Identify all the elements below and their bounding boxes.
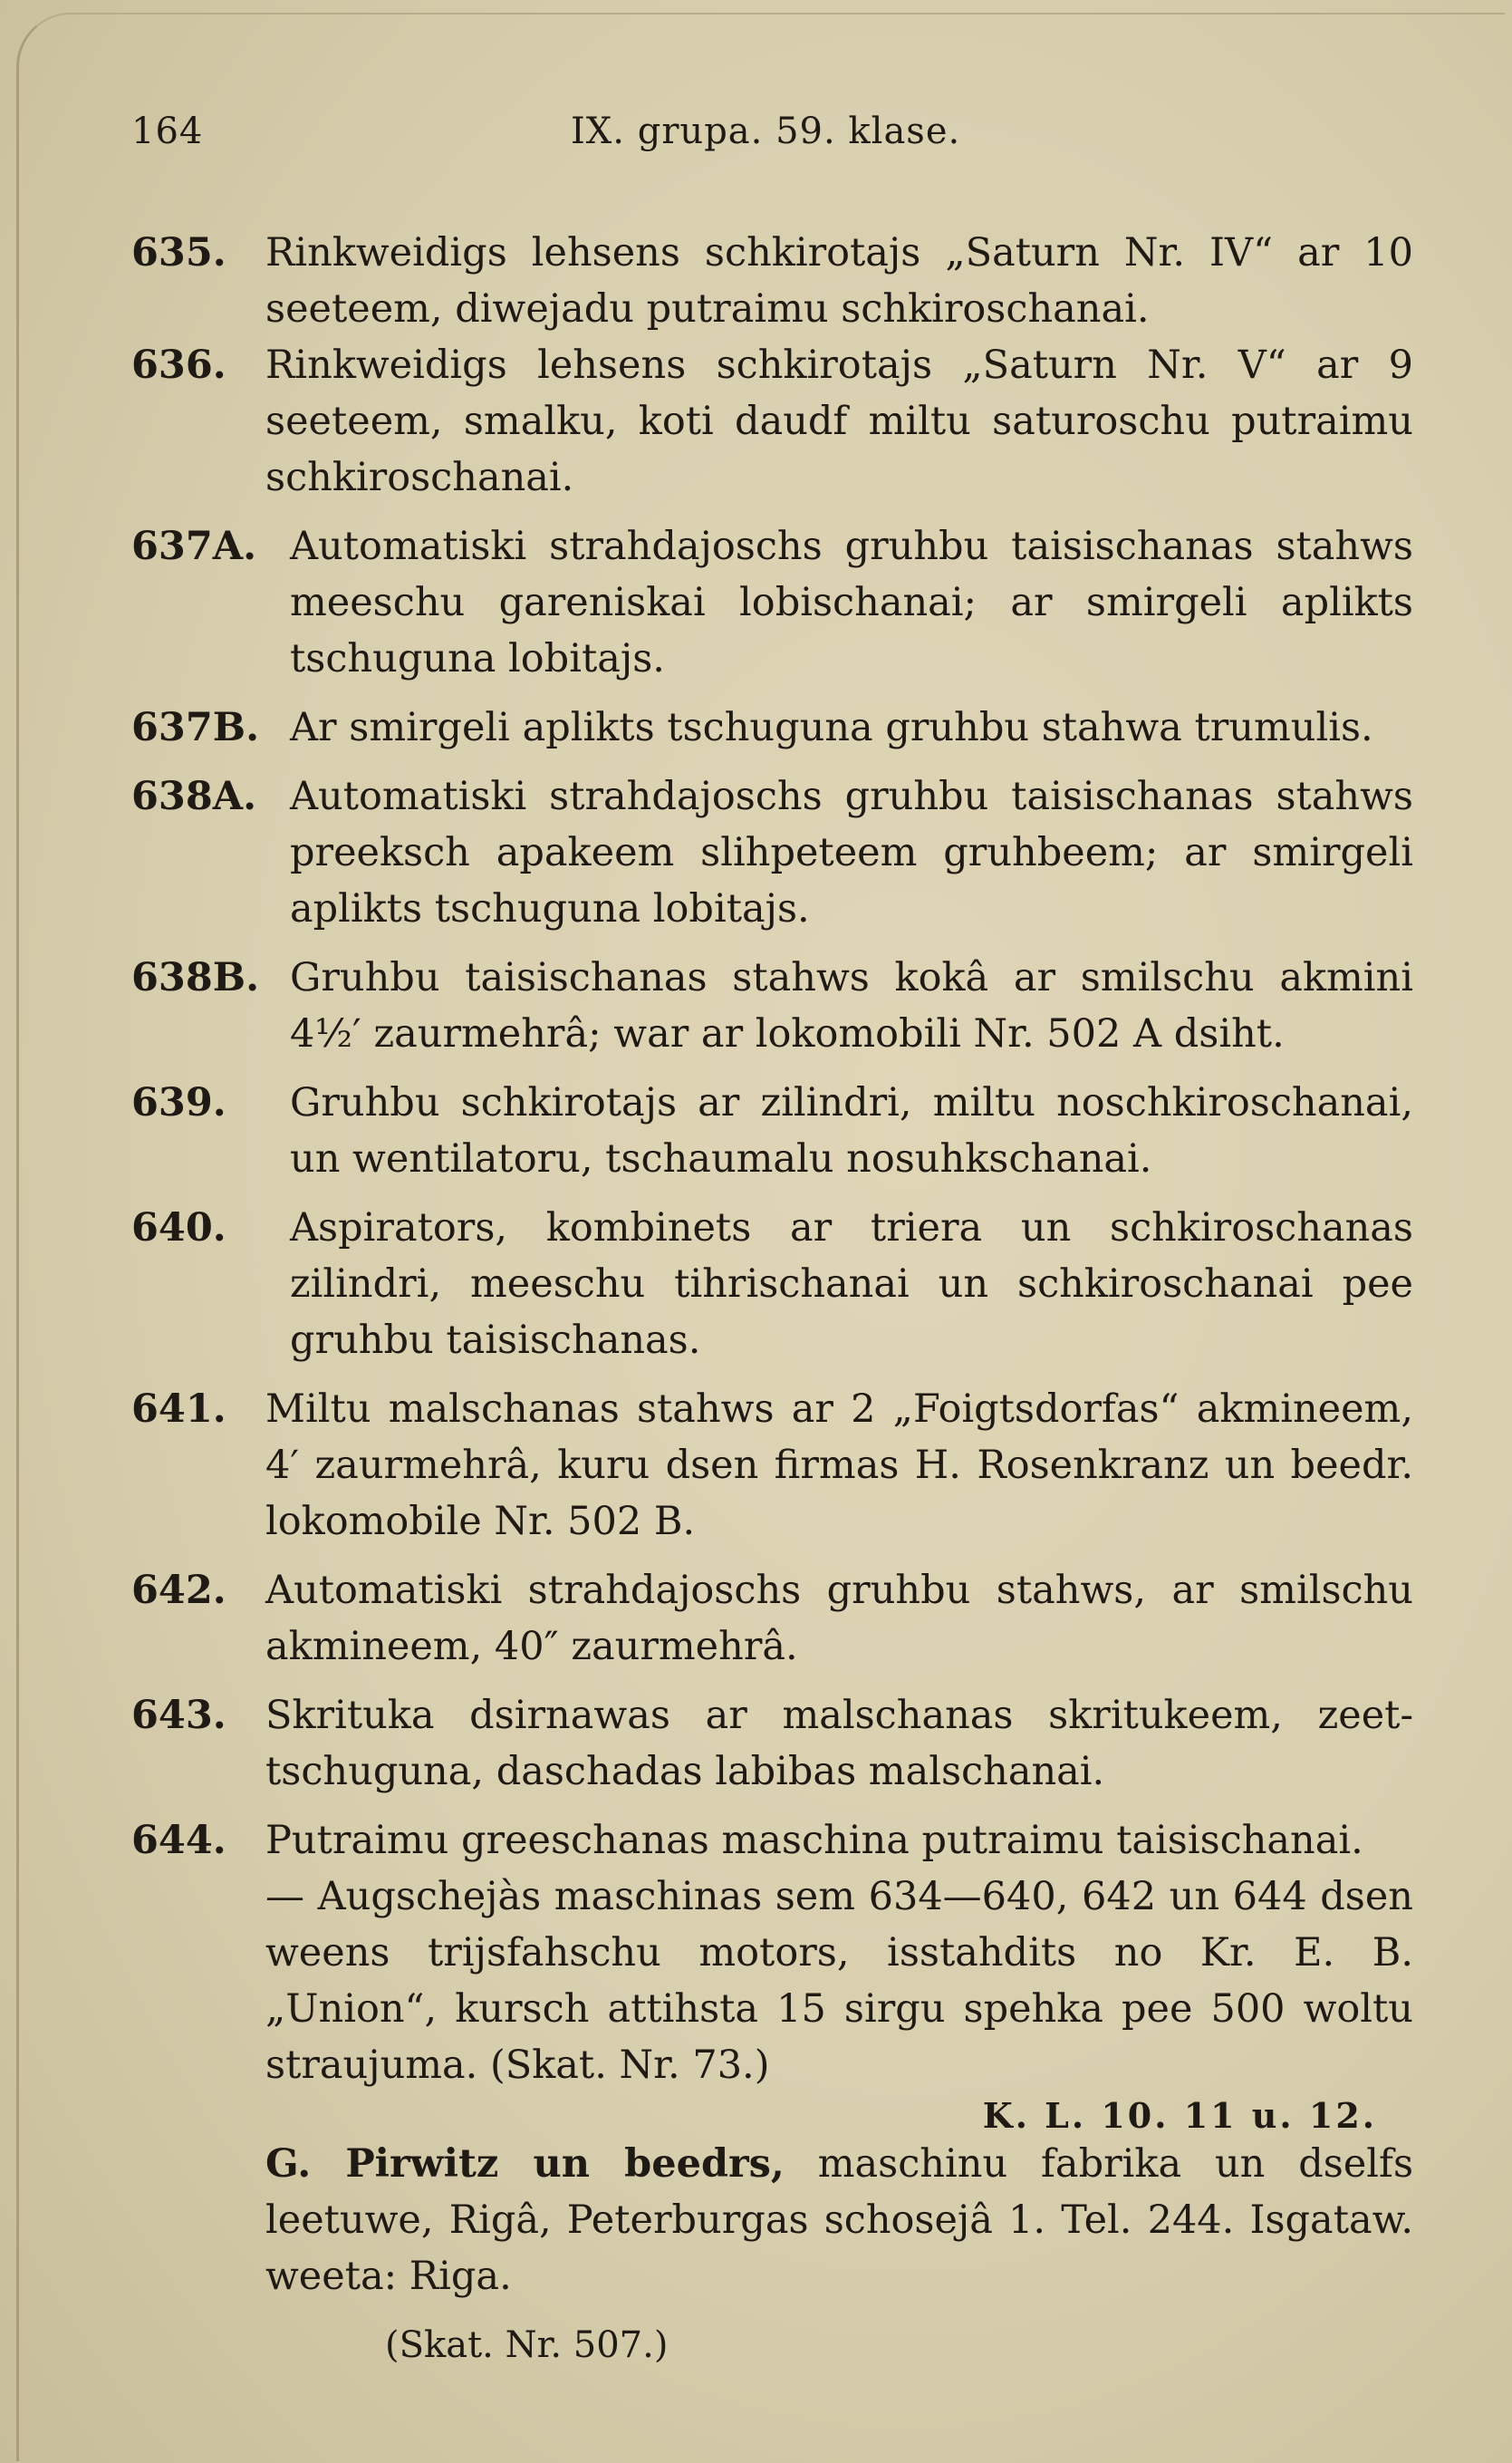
entry-number: 642. xyxy=(131,1568,226,1613)
entry-list xyxy=(131,225,1413,2373)
list-item xyxy=(131,700,1413,756)
entry-text: Ar smirgeli aplikts tschuguna gruhbu stahwa trumulis. xyxy=(290,705,1373,750)
page-header xyxy=(131,111,1400,165)
entry-text: Aspirators, kombinets ar triera un schkiroschanas zilindri, meeschu tihrischanai un schkiroschanai pee gruhbu taisischanas. xyxy=(290,1205,1413,1363)
entry-number: 643. xyxy=(131,1693,226,1738)
list-item xyxy=(131,337,1413,506)
entry-number: 640. xyxy=(131,1205,226,1251)
entry-number: 641. xyxy=(131,1386,226,1432)
list-item xyxy=(131,1200,1413,1368)
entry-number: 635. xyxy=(131,230,226,275)
entry-text: Gruhbu taisischanas stahws kokâ ar smilschu akmini 4½′ zaurmehrâ; war ar lokomobili Nr. 502 A dsiht. xyxy=(290,955,1413,1057)
list-item xyxy=(131,1075,1413,1187)
entry-number: 638B. xyxy=(131,955,260,1000)
list-item xyxy=(131,950,1413,1062)
entry-number: 644. xyxy=(131,1818,226,1863)
entry-text: Rinkweidigs lehsens schkirotajs „Saturn Nr. V“ ar 9 seeteem, smalku, koti daudf miltu saturoschu putraimu schkiroschanai. xyxy=(265,343,1413,500)
entry-number: 639. xyxy=(131,1080,226,1125)
list-item xyxy=(131,1562,1413,1675)
entry-text: Automatiski strahdajoschs gruhbu taisischanas stahws meeschu gareniskai lobischanai; ar smirgeli aplikts tschuguna lobitajs. xyxy=(290,524,1413,681)
entry-note: — Augschejàs maschinas sem 634—640, 642 un 644 dsen weens trijsfahschu motors, isstahdits no Kr. E. B. „Union“, kursch attihsta 15 sirgu spehka pee 500 woltu straujuma. (Skat. Nr. 73.) xyxy=(265,1874,1413,2088)
running-title: IX. grupa. 59. klase. xyxy=(571,111,961,152)
company-description: maschinu fabrika un dselfs leetuwe, Rigâ, Peterburgas schosejâ 1. Tel. 244. Isgataw. weeta: Riga. xyxy=(265,2141,1414,2299)
list-item xyxy=(131,518,1413,687)
class-reference: K. L. 10. 11 u. 12. xyxy=(982,2095,1377,2136)
entry-text: Putraimu greeschanas maschina putraimu taisischanai. xyxy=(265,1818,1363,1863)
list-item xyxy=(131,768,1413,937)
entry-text: Gruhbu schkirotajs ar zilindri, miltu noschkiroschanai, un wentilatoru, tschaumalu nosuhkschanai. xyxy=(290,1080,1413,1182)
company-name: G. Pirwitz un beedrs, xyxy=(265,2141,785,2187)
list-item xyxy=(131,1812,1413,2093)
entry-text: Automatiski strahdajoschs gruhbu taisischanas stahws preeksch apakeem slihpeteem gruhbeem; ar smirgeli aplikts tschuguna lobitajs. xyxy=(290,774,1413,932)
entry-text: Miltu malschanas stahws ar 2 „Foigtsdorfas“ akmineem, 4′ zaurmehrâ, kuru dsen firmas H. Rosenkranz un beedr. lokomobile Nr. 502 B. xyxy=(265,1386,1413,1544)
entry-text: Automatiski strahdajoschs gruhbu stahws, ar smilschu akmineem, 40″ zaurmehrâ. xyxy=(265,1568,1413,1669)
entry-number: 637A. xyxy=(131,524,257,569)
list-item xyxy=(131,225,1413,337)
company-entry xyxy=(131,2136,1413,2304)
entry-text: Rinkweidigs lehsens schkirotajs „Saturn Nr. IV“ ar 10 seeteem, diwejadu putraimu schkiroschanai. xyxy=(265,230,1413,332)
entry-text: Skrituka dsirnawas ar malschanas skritukeem, zeet-tschuguna, daschadas labibas malschanai. xyxy=(265,1693,1413,1794)
page-number: 164 xyxy=(131,111,204,152)
list-item xyxy=(131,1381,1413,1550)
entry-number: 636. xyxy=(131,343,226,388)
entry-number: 637B. xyxy=(131,705,260,750)
catalog-reference: (Skat. Nr. 507.) xyxy=(385,2324,669,2366)
list-item xyxy=(131,1687,1413,1800)
entry-number: 638A. xyxy=(131,774,257,819)
